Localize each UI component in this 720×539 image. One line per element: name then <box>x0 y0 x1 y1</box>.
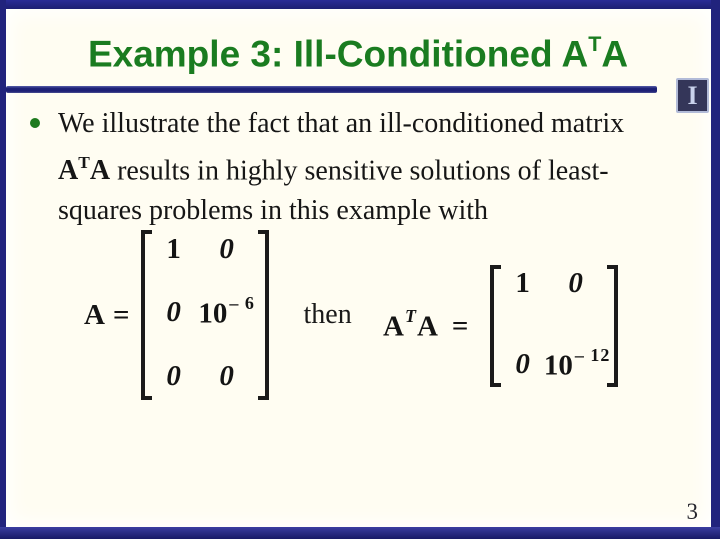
title-text: Example 3: Ill-Conditioned <box>87 33 562 75</box>
bullet-icon <box>30 118 40 128</box>
bullet-math-a2: A <box>89 155 111 187</box>
bullet-line-3: squares problems in this example with <box>58 195 489 227</box>
matrix-a-cells <box>152 230 258 400</box>
title-transpose-sup: T <box>588 32 602 56</box>
matrix-ata-cell-22-base: 10 <box>543 350 573 382</box>
matrix-a-row-3 <box>152 360 258 393</box>
equation-ata-result <box>383 265 618 387</box>
matrix-a-row-1 <box>152 233 258 266</box>
title-matrix-a1: A <box>561 33 589 75</box>
equation2-transpose-sup: T <box>404 305 416 326</box>
matrix-ata-cell-22 <box>543 345 611 383</box>
matrix-a-cell-32: 0 <box>219 360 234 392</box>
then-connector-word: then <box>303 299 352 330</box>
page-number: 3 <box>686 499 698 524</box>
matrix-a-cell-22-base: 10 <box>198 297 228 330</box>
bottom-border-bar <box>0 527 720 539</box>
equation2-label-a1: A <box>383 310 404 343</box>
title-divider-rule <box>6 86 657 93</box>
matrix-a-right-bracket <box>258 230 269 400</box>
matrix-a-cell-31: 0 <box>166 360 181 392</box>
equation-a-definition <box>84 230 352 400</box>
bullet-math-transpose-sup: T <box>78 153 90 172</box>
matrix-ata-row-1 <box>501 267 607 300</box>
title-matrix-a2: A <box>601 33 629 75</box>
equation2-equals-sign: = <box>451 309 469 342</box>
bullet-text <box>58 104 624 231</box>
matrix-ata-cell-21: 0 <box>515 348 530 381</box>
logo-letter-i: I <box>687 80 698 110</box>
matrix-ata-cell-12: 0 <box>568 267 583 299</box>
top-border-bar <box>0 0 720 9</box>
slide-title <box>20 22 696 78</box>
bullet-item <box>30 104 670 231</box>
bullet-line-1: We illustrate the fact that an ill-conditioned matrix <box>58 108 625 139</box>
left-border-bar <box>0 0 6 539</box>
matrix-ata-right-bracket <box>607 265 618 387</box>
matrix-a-cell-12: 0 <box>219 233 234 265</box>
matrix-a <box>141 230 269 400</box>
matrix-a-cell-11: 1 <box>166 233 181 265</box>
right-border-bar <box>711 0 720 539</box>
matrix-a-left-bracket <box>141 230 152 400</box>
matrix-a-row-2 <box>152 292 258 331</box>
equation1-equals-sign: = <box>112 298 130 331</box>
matrix-ata <box>490 265 618 387</box>
matrix-a-cell-22 <box>195 292 259 331</box>
equation2-label-a2: A <box>416 310 438 343</box>
matrix-ata-row-2 <box>501 345 611 383</box>
matrix-ata-cell-11: 1 <box>515 267 530 299</box>
bullet-line-2: results in highly sensitive solutions of least- <box>110 155 609 187</box>
matrix-a-cell-21: 0 <box>166 295 181 328</box>
matrix-a-cell-22-exponent: – 6 <box>229 292 255 313</box>
matrix-ata-cells <box>501 265 611 387</box>
matrix-ata-cell-22-exponent: – 12 <box>574 345 611 366</box>
bullet-math-ata <box>58 155 110 186</box>
bullet-math-a1: A <box>58 155 79 187</box>
equation1-label-a: A <box>84 298 105 331</box>
matrix-ata-left-bracket <box>490 265 501 387</box>
university-logo <box>676 78 709 113</box>
equation2-label-ata <box>383 305 438 344</box>
